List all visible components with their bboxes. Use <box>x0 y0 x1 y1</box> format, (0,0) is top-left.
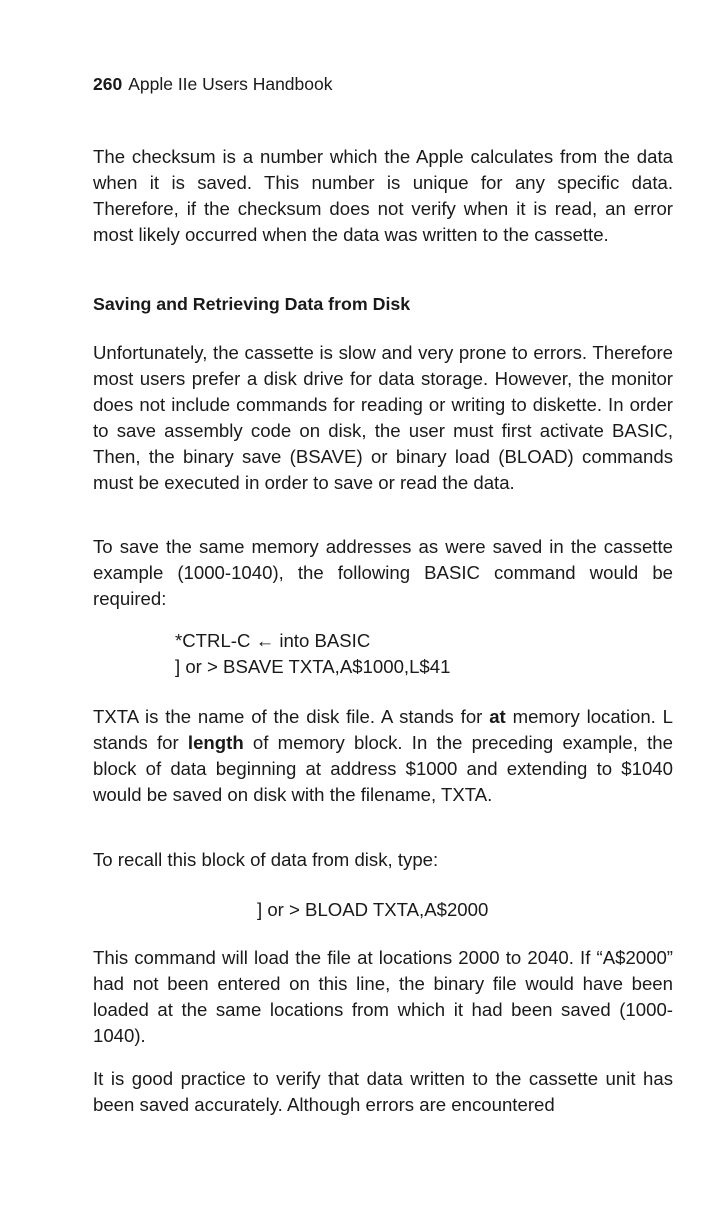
paragraph-txta-explanation <box>93 704 673 808</box>
txta-text-1: TXTA is the name of the disk file. A stands for <box>93 706 490 727</box>
running-title: Apple IIe Users Handbook <box>128 74 333 94</box>
txta-text-2: memory location. L stands for <box>93 706 673 753</box>
running-header <box>93 72 333 96</box>
paragraph-checksum: The checksum is a number which the Apple calculates from the data when it is saved. This number is unique for any specific data. Therefore, if the checksum does not verify when it is read, an error most likely occurred when the data was written to the cassette. <box>93 146 673 245</box>
paragraph-save-example: To save the same memory addresses as were saved in the cassette example (1000-1040), the following BASIC command would be required: <box>93 536 673 609</box>
code-line-bload: ] or > BLOAD TXTA,A$2000 <box>257 899 489 920</box>
paragraph-load-explanation: This command will load the file at locations 2000 to 2040. If “A$2000” had not been entered on this line, the binary file would have been loaded at the same locations from which it had been saved (1000-1040). <box>93 947 673 1046</box>
paragraph-disk-intro: Unfortunately, the cassette is slow and very prone to errors. Therefore most users prefer a disk drive for data storage. However, the monitor does not include commands for reading or writing to diskette. In order to save assembly code on disk, the user must first activate BASIC, Then, the binary save (BSAVE) or binary load (BLOAD) commands must be executed in order to save or read the data. <box>93 342 673 493</box>
txta-bold-at: at <box>489 706 506 727</box>
txta-bold-length: length <box>187 732 244 753</box>
paragraph-verify: It is good practice to verify that data written to the cassette unit has been saved accurately. Although errors are encountered <box>93 1068 673 1115</box>
code-line-bsave: ] or > BSAVE TXTA,A$1000,L$41 <box>175 656 451 677</box>
paragraph-recall: To recall this block of data from disk, type: <box>93 849 439 870</box>
page-number: 260 <box>93 74 123 94</box>
code-line-ctrl-c: *CTRL-C ← into BASIC <box>175 630 371 651</box>
txta-text-3: of memory block. In the preceding example, the block of data beginning at address $1000 and extending to $1040 would be saved on disk with the filename, TXTA. <box>93 732 673 805</box>
section-heading: Saving and Retrieving Data from Disk <box>93 294 411 314</box>
